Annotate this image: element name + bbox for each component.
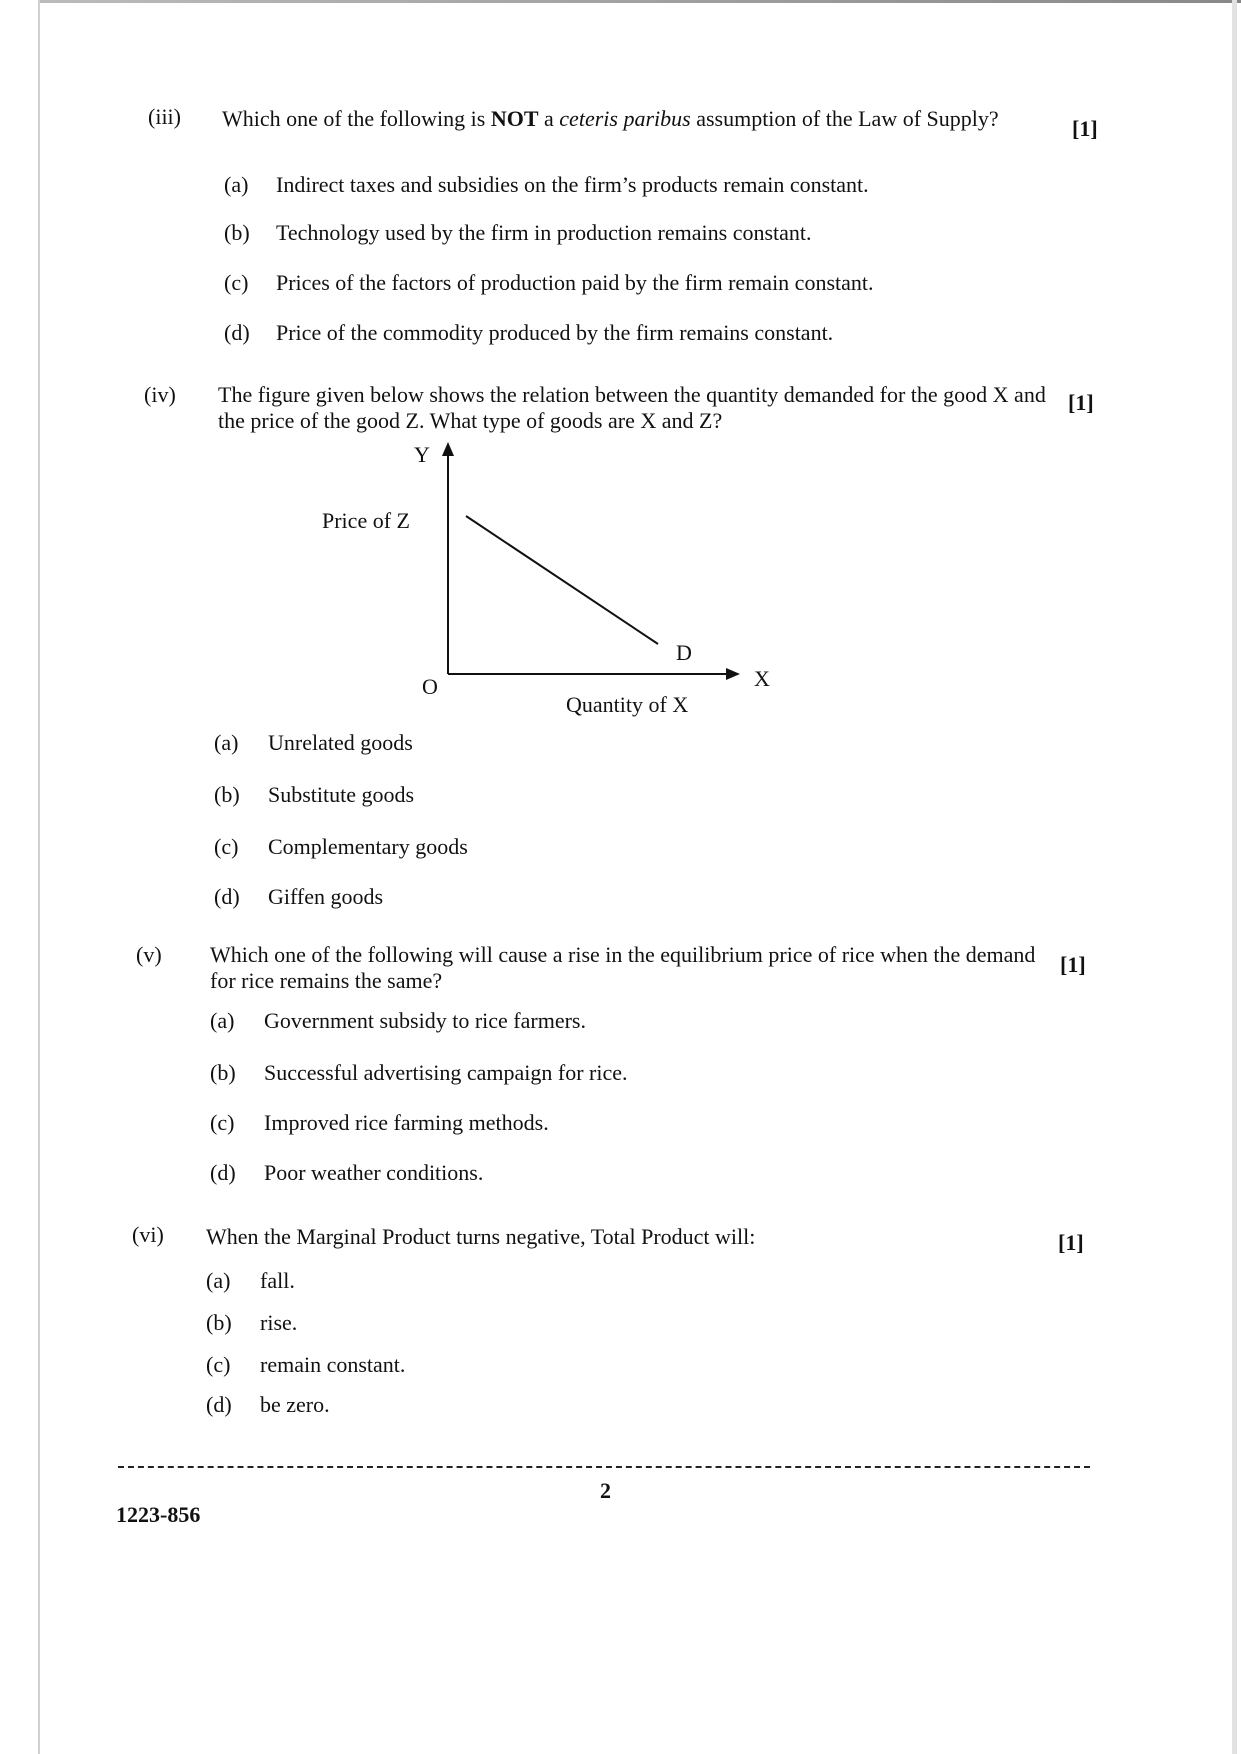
option-d (206, 1392, 330, 1418)
page-right-edge (1232, 0, 1237, 1754)
option-b (224, 220, 812, 246)
marks-badge: [1] (1072, 116, 1098, 141)
page-number: 2 (600, 1478, 611, 1503)
question-text: The figure given below shows the relation between the quantity demanded for the good X and the price of the good Z. What type of goods are X and Z? (218, 382, 1046, 433)
demand-curve (466, 516, 658, 644)
option-text: remain constant. (260, 1352, 406, 1377)
option-c (224, 270, 874, 296)
marks-badge: [1] (1058, 1230, 1084, 1255)
option-text: Poor weather conditions. (264, 1160, 484, 1185)
question-text: Which one of the following will cause a rise in the equilibrium price of rice when the demand for rice remains the same? (210, 942, 1036, 993)
question-number: (iii) (148, 104, 181, 129)
y-axis-label: Price of Z (322, 508, 410, 533)
option-letter: (c) (206, 1352, 231, 1377)
question-number: (iv) (144, 382, 176, 407)
page-top-edge (40, 0, 1241, 3)
demand-figure-svg (280, 430, 800, 720)
option-text: Technology used by the firm in production remains constant. (276, 220, 812, 245)
marks-badge: [1] (1060, 952, 1086, 977)
option-a (214, 730, 413, 756)
option-letter: (b) (224, 220, 250, 245)
marks-badge: [1] (1068, 390, 1094, 415)
option-text: Giffen goods (268, 884, 384, 909)
question-iii (148, 104, 1108, 354)
question-number: (v) (136, 942, 162, 967)
option-a (224, 172, 869, 198)
option-letter: (d) (214, 884, 240, 909)
option-b (210, 1060, 628, 1086)
option-text: Indirect taxes and subsidies on the firm’s products remain constant. (276, 172, 869, 197)
x-axis-arrowhead (726, 668, 740, 680)
option-text: Prices of the factors of production paid by the firm remain constant. (276, 270, 874, 295)
question-iv-options (144, 730, 1104, 920)
option-letter: (d) (206, 1392, 232, 1417)
question-text-part: assumption of the Law of Supply? (690, 106, 999, 131)
question-v (136, 942, 1096, 1192)
option-b (214, 782, 415, 808)
option-letter: (d) (210, 1160, 236, 1185)
paper-code: 1223-856 (116, 1502, 201, 1527)
option-d (214, 884, 384, 910)
option-b (206, 1310, 298, 1336)
demand-figure (280, 430, 800, 720)
option-text: Successful advertising campaign for rice. (264, 1060, 628, 1085)
option-text: fall. (260, 1268, 295, 1293)
question-text (222, 106, 1052, 132)
question-text: When the Marginal Product turns negative, Total Product will: (206, 1224, 756, 1249)
y-axis-letter: Y (414, 442, 430, 467)
option-letter: (c) (210, 1110, 235, 1135)
emphasis-ceteris-paribus: ceteris paribus (559, 106, 691, 131)
option-letter: (d) (224, 320, 250, 345)
option-a (206, 1268, 295, 1294)
option-d (224, 320, 834, 346)
y-axis-arrowhead (442, 442, 454, 456)
x-axis-label: Quantity of X (566, 692, 689, 717)
option-letter: (a) (206, 1268, 231, 1293)
option-text: Government subsidy to rice farmers. (264, 1008, 586, 1033)
emphasis-not: NOT (490, 106, 539, 131)
question-vi (132, 1222, 1092, 1422)
question-number: (vi) (132, 1222, 164, 1247)
option-letter: (a) (210, 1008, 235, 1033)
option-letter: (b) (206, 1310, 232, 1335)
option-text: rise. (260, 1310, 298, 1335)
option-letter: (b) (214, 782, 240, 807)
option-text: Improved rice farming methods. (264, 1110, 549, 1135)
footer-dashed-rule (118, 1466, 1090, 1468)
option-a (210, 1008, 586, 1034)
question-text-part: a (538, 106, 560, 131)
option-text: Price of the commodity produced by the firm remains constant. (276, 320, 834, 345)
option-letter: (c) (224, 270, 249, 295)
option-d (210, 1160, 484, 1186)
curve-label: D (676, 640, 692, 665)
option-c (214, 834, 468, 860)
option-letter: (b) (210, 1060, 236, 1085)
option-text: Substitute goods (268, 782, 415, 807)
option-c (206, 1352, 406, 1378)
option-letter: (a) (224, 172, 249, 197)
question-text-part: Which one of the following is (222, 106, 491, 131)
option-letter: (a) (214, 730, 239, 755)
option-text: Unrelated goods (268, 730, 413, 755)
x-axis-letter: X (754, 666, 770, 691)
option-text: Complementary goods (268, 834, 468, 859)
option-text: be zero. (260, 1392, 330, 1417)
option-c (210, 1110, 549, 1136)
page-left-edge (38, 0, 40, 1754)
option-letter: (c) (214, 834, 239, 859)
origin-label: O (422, 674, 438, 699)
